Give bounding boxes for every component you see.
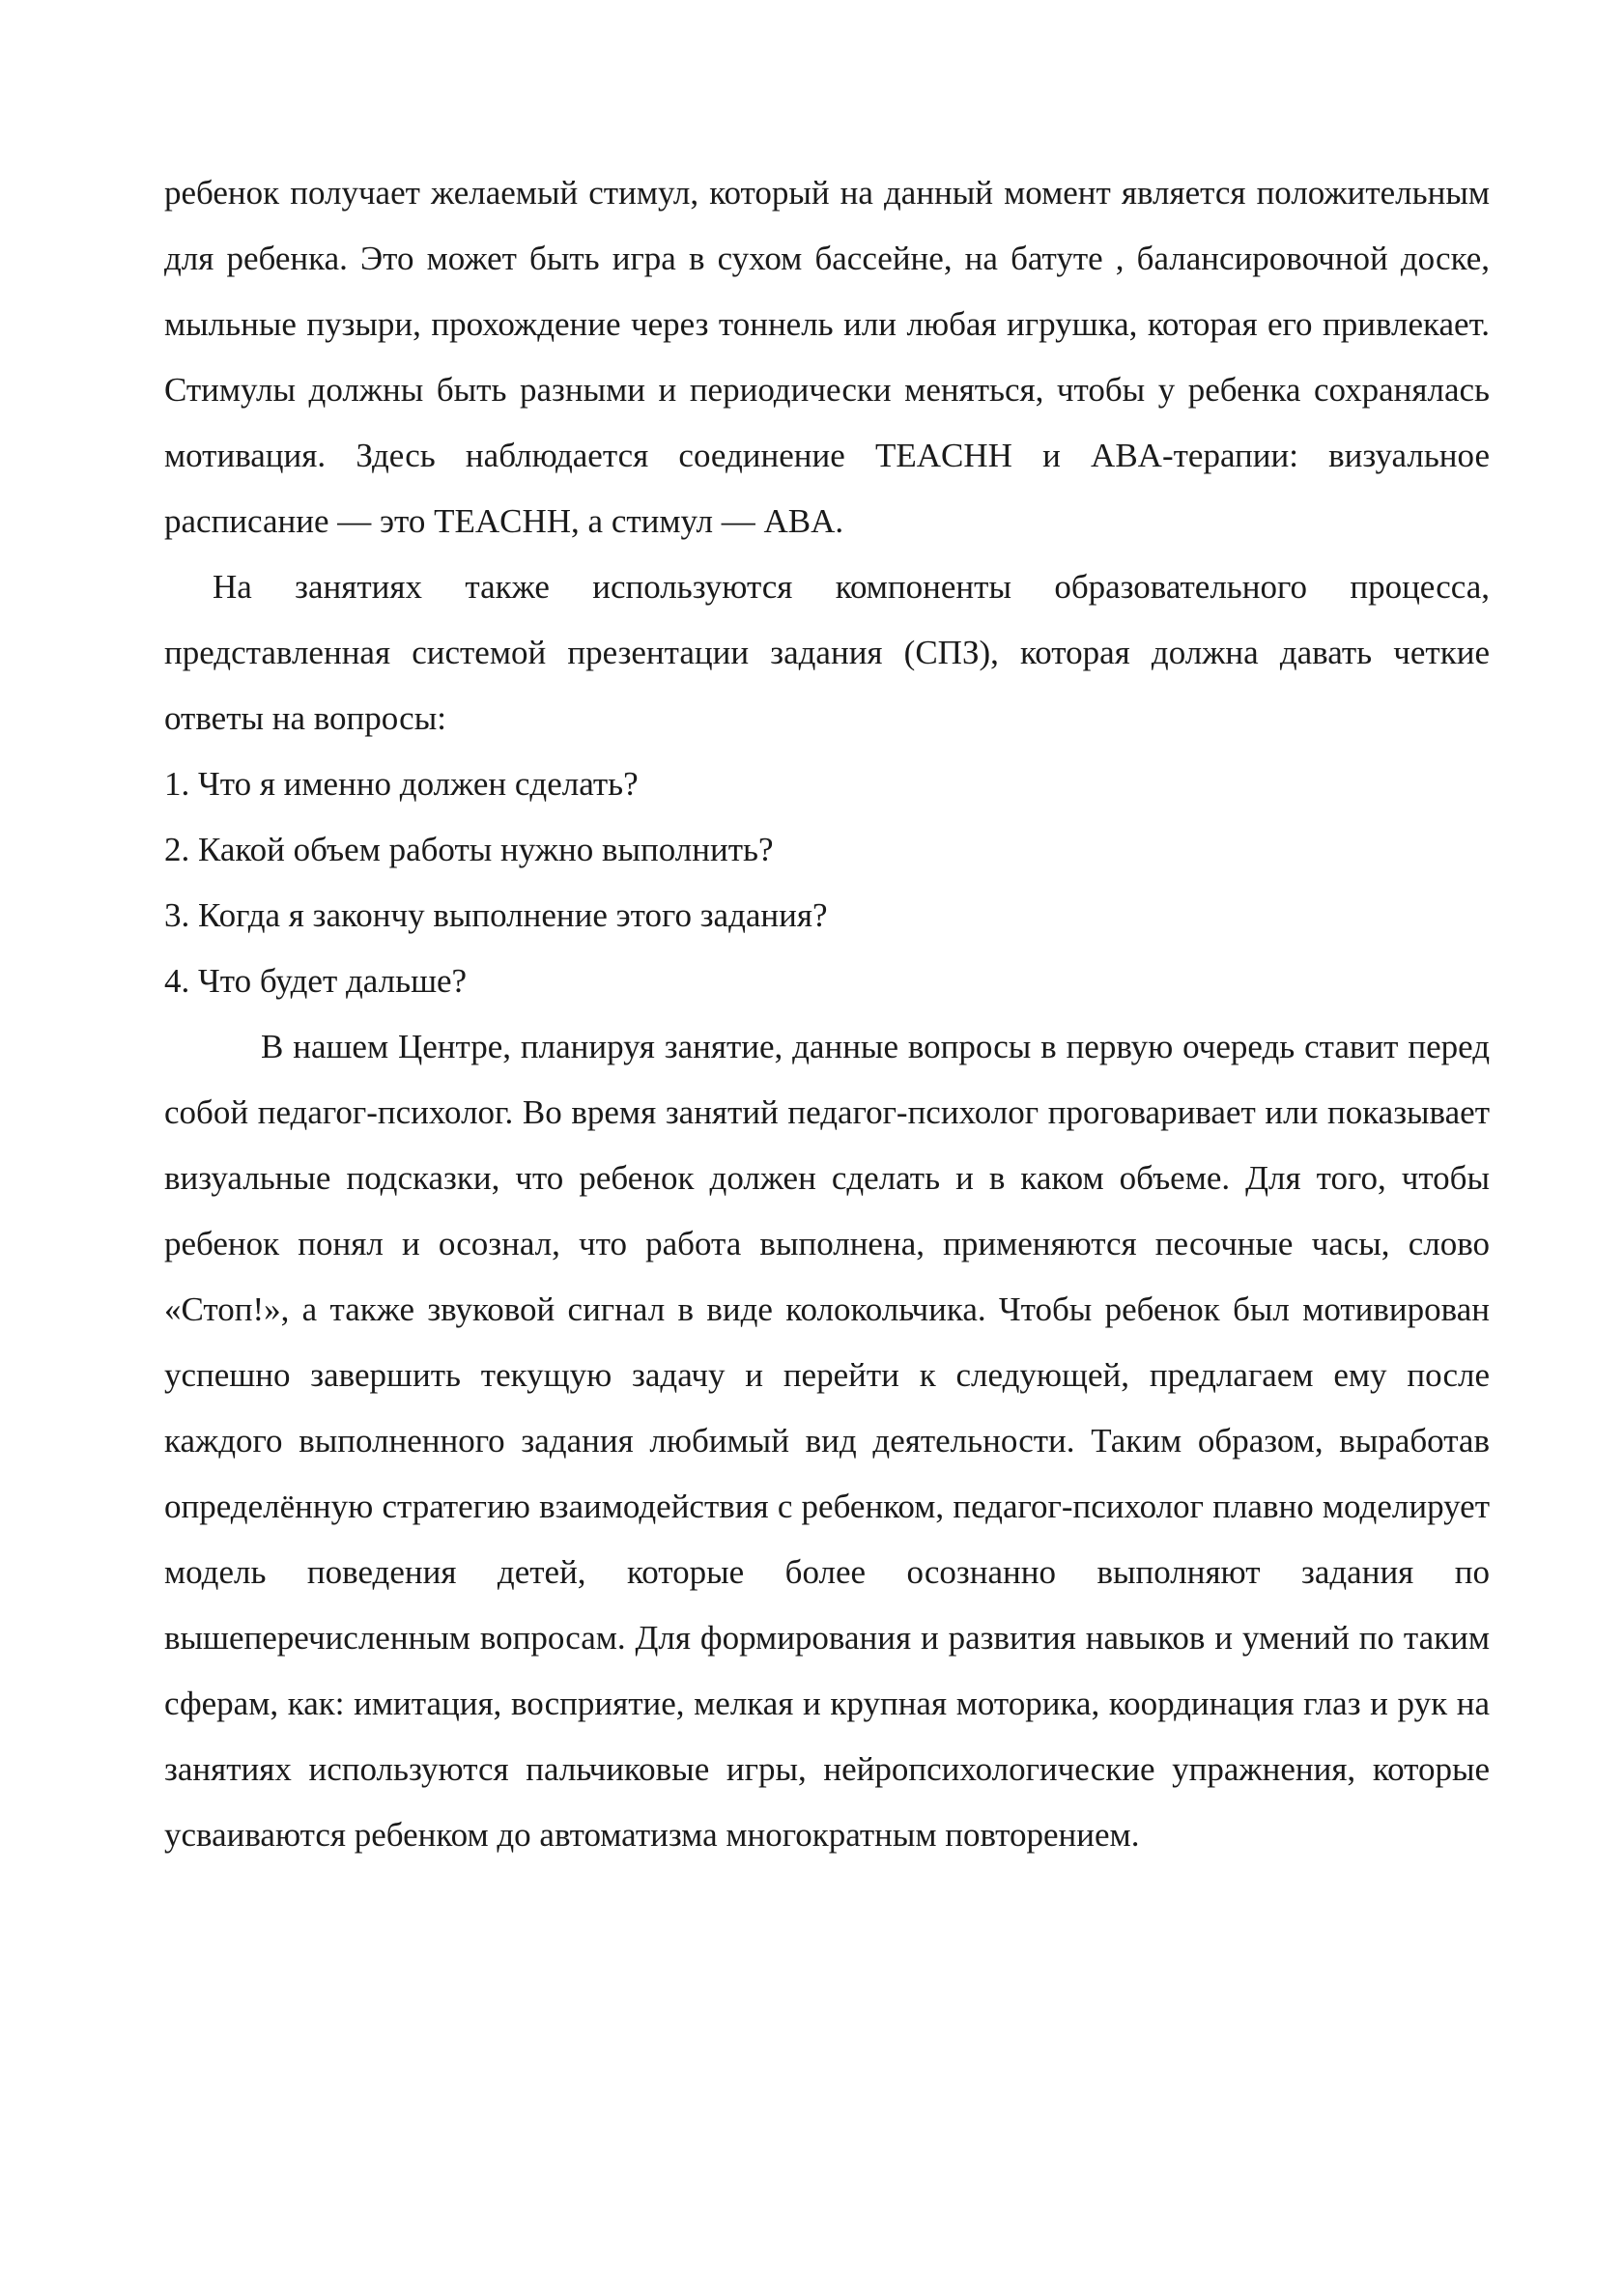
paragraph-task-presentation: На занятиях также используются компоненты образовательного процесса, представленная системой презентации задания (СПЗ), которая должна давать четкие ответы на вопросы: [164,568,1490,737]
list-item: 2. Какой объем работы нужно выполнить? [164,831,774,868]
paragraph-center-practice: В нашем Центре, планируя занятие, данные вопросы в первую очередь ставит перед собой педагог-психолог. Во время занятий педагог-психолог проговаривает или показывает визуальные подсказки, что ребенок должен сделать и в каком объеме. Для того, чтобы ребенок понял и осознал, что работа выполнена, применяются песочные часы, слово «Стоп!», а также звуковой сигнал в виде колокольчика. Чтобы ребенок был мотивирован успешно завершить текущую задачу и перейти к следующей, предлагаем ему после каждого выполненного задания любимый вид деятельности. Таким образом, выработав определённую стратегию взаимодействия с ребенком, педагог-психолог плавно моделирует модель поведения детей, которые более осознанно выполняют задания по вышеперечисленным вопросам. Для формирования и развития навыков и умений по таким сферам, как: имитация, восприятие, мелкая и крупная моторика, координация глаз и рук на занятиях используются пальчиковые игры, нейропсихологические упражнения, которые усваиваются ребенком до автоматизма многократным повторением. [164,1028,1490,1854]
document-page [164,160,1490,1868]
list-item: 3. Когда я закончу выполнение этого задания? [164,896,828,934]
list-item: 4. Что будет дальше? [164,962,468,1000]
list-item: 1. Что я именно должен сделать? [164,765,639,803]
questions-list [164,751,1490,1014]
paragraph-stimulus: ребенок получает желаемый стимул, который на данный момент является положительным для ребенка. Это может быть игра в сухом бассейне, на батуте , балансировочной доске, мыльные пузыри, прохождение через тоннель или любая игрушка, которая его привлекает. Стимулы должны быть разными и периодически меняться, чтобы у ребенка сохранялась мотивация. Здесь наблюдается соединение TEACHH и ABA-терапии: визуальное расписание — это TEACHH, а стимул — ABA. [164,174,1490,540]
